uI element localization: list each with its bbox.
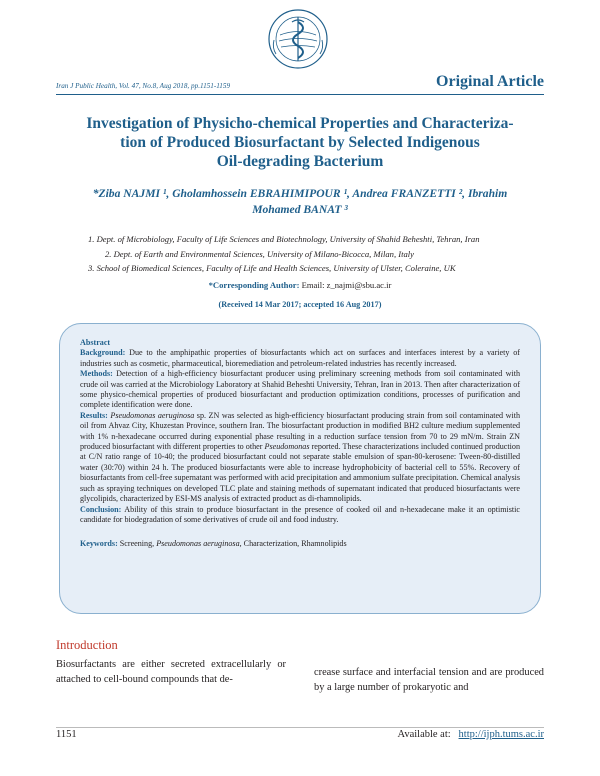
affiliation-2: 2. Dept. of Earth and Environmental Sciences, University of Milano-Bicocca, Milan, Italy (105, 249, 414, 259)
received-dates: (Received 14 Mar 2017; accepted 16 Aug 2017) (218, 300, 382, 309)
header-divider (56, 94, 544, 95)
page-number: 1151 (56, 729, 77, 740)
abstract-box (59, 323, 541, 614)
corresponding-author (56, 280, 544, 290)
author-line: *Ziba NAJMI ¹, Gholamhossein EBRAHIMIPOUR ¹, Andrea FRANZETTI ², Ibrahim (92, 187, 508, 200)
species-name: Pseudomonas aeruginosa (154, 539, 240, 549)
body-text-right-column: crease surface and interfacial tension and are produced by a large number of prokaryotic and (314, 667, 544, 693)
keywords-label: Keywords: (80, 539, 118, 549)
methods-label: Methods: (80, 369, 113, 379)
abstract-heading: Abstract (80, 338, 111, 347)
results-text: reported. These characterizations included continued production at C/N ratio range of 10-40; the produced biosurfactant could not separate stable emulsion of span-80-kerosene: Tween-80-distilled water (30:70) within 24 h. The produced biosurfactants were able to increase hydrophobicity of bacterial cell to 55%. Recovery of biosurfactants from cell-free supernatant was performed with acid precipitation and ammonium sulfate precipitation. Chemical analysis such as spraying techniques on developed TLC plate and staining methods of supernatant indicated that produced biosurfactants were glycolipids, characterized by ESI-MS analysis of extracted product as di-rhamnolipids. (80, 442, 520, 504)
paper-title (56, 114, 544, 171)
species-name: Pseudomonas aeruginosa (107, 410, 195, 420)
species-name: Pseudomonas (262, 442, 310, 452)
body-text-left-column: Biosurfactants are either secreted extracellularly or attached to cell-bound compounds that de- (56, 659, 286, 685)
footer-divider (56, 727, 544, 728)
conclusion-text: Ability of this strain to produce biosurfactant in the presence of cooked oil and n-hexadecane make it an optimistic candidate for biodegradation of some derivatives of crude oil and food industry. (80, 504, 520, 524)
title-line: Investigation of Physicho-chemical Properties and Characteriza- (86, 115, 514, 132)
keywords (80, 539, 520, 549)
availability-note (398, 729, 544, 740)
affiliation-3: 3. School of Biomedical Sciences, Faculty of Life and Health Sciences, University of Ulster, Coleraine, UK (88, 263, 456, 273)
journal-url-link[interactable]: http://ijph.tums.ac.ir (458, 729, 544, 740)
abstract-methods (80, 369, 520, 411)
caduceus-logo-icon (268, 8, 328, 70)
affiliation-1: 1. Dept. of Microbiology, Faculty of Life Sciences and Biotechnology, University of Shahid Beheshti, Tehran, Iran (88, 234, 480, 244)
section-heading-introduction: Introduction (56, 638, 118, 652)
journal-citation: Iran J Public Health, Vol. 47, No.8, Aug 2018, pp.1151-1159 (56, 82, 231, 90)
abstract-results (80, 411, 520, 505)
background-label: Background: (80, 348, 126, 358)
keywords-text: Screening, (117, 539, 155, 549)
author-list (56, 186, 544, 218)
abstract-background (80, 348, 520, 369)
results-text: sp. ZN was selected as high-efficiency biosurfactant producing strain from soil contaminated with oil from Ahvaz City, Khuzestan Province, southern Iran. The biosurfactant production in modified BH2 culture medium supplemented with 1% n-hexadecane occurred during exponential phase resulting in a reduction surface tension from 70 to 29 mN/m. Strain ZN produced biosurfactant with different properties to other (80, 410, 521, 452)
title-line: Oil-degrading Bacterium (216, 153, 384, 170)
results-label: Results: (80, 410, 108, 420)
title-line: tion of Produced Biosurfactant by Selected Indigenous (120, 134, 480, 151)
corresponding-email: Email: z_najmi@sbu.ac.ir (299, 280, 392, 290)
abstract-conclusion (80, 505, 520, 526)
available-label: Available at: (397, 729, 451, 740)
conclusion-label: Conclusion: (80, 504, 122, 514)
corresponding-label: *Corresponding Author: (208, 280, 300, 290)
keywords-text: , Characterization, Rhamnolipids (239, 539, 347, 549)
article-type-label: Original Article (436, 73, 544, 90)
background-text: Due to the amphipathic properties of biosurfactants which act on surfaces and interfaces interest by a variety of industries such as cosmetic, pharmaceutical, bioremediation and petroleum-related industries has recently increased. (80, 348, 520, 368)
methods-text: Detection of a high-efficiency biosurfactant producer using preliminary screening methods from soil contaminated with crude oil was carried at the Microbiology Laboratory at Shahid Beheshti University, Tehran, Iran in 2013. Then after characterization of some physico-chemical properties of produced biosurfactant and production optimization conditions, processes of purification and complete identification were done. (80, 369, 521, 410)
author-line: Mohamed BANAT ³ (252, 203, 348, 216)
